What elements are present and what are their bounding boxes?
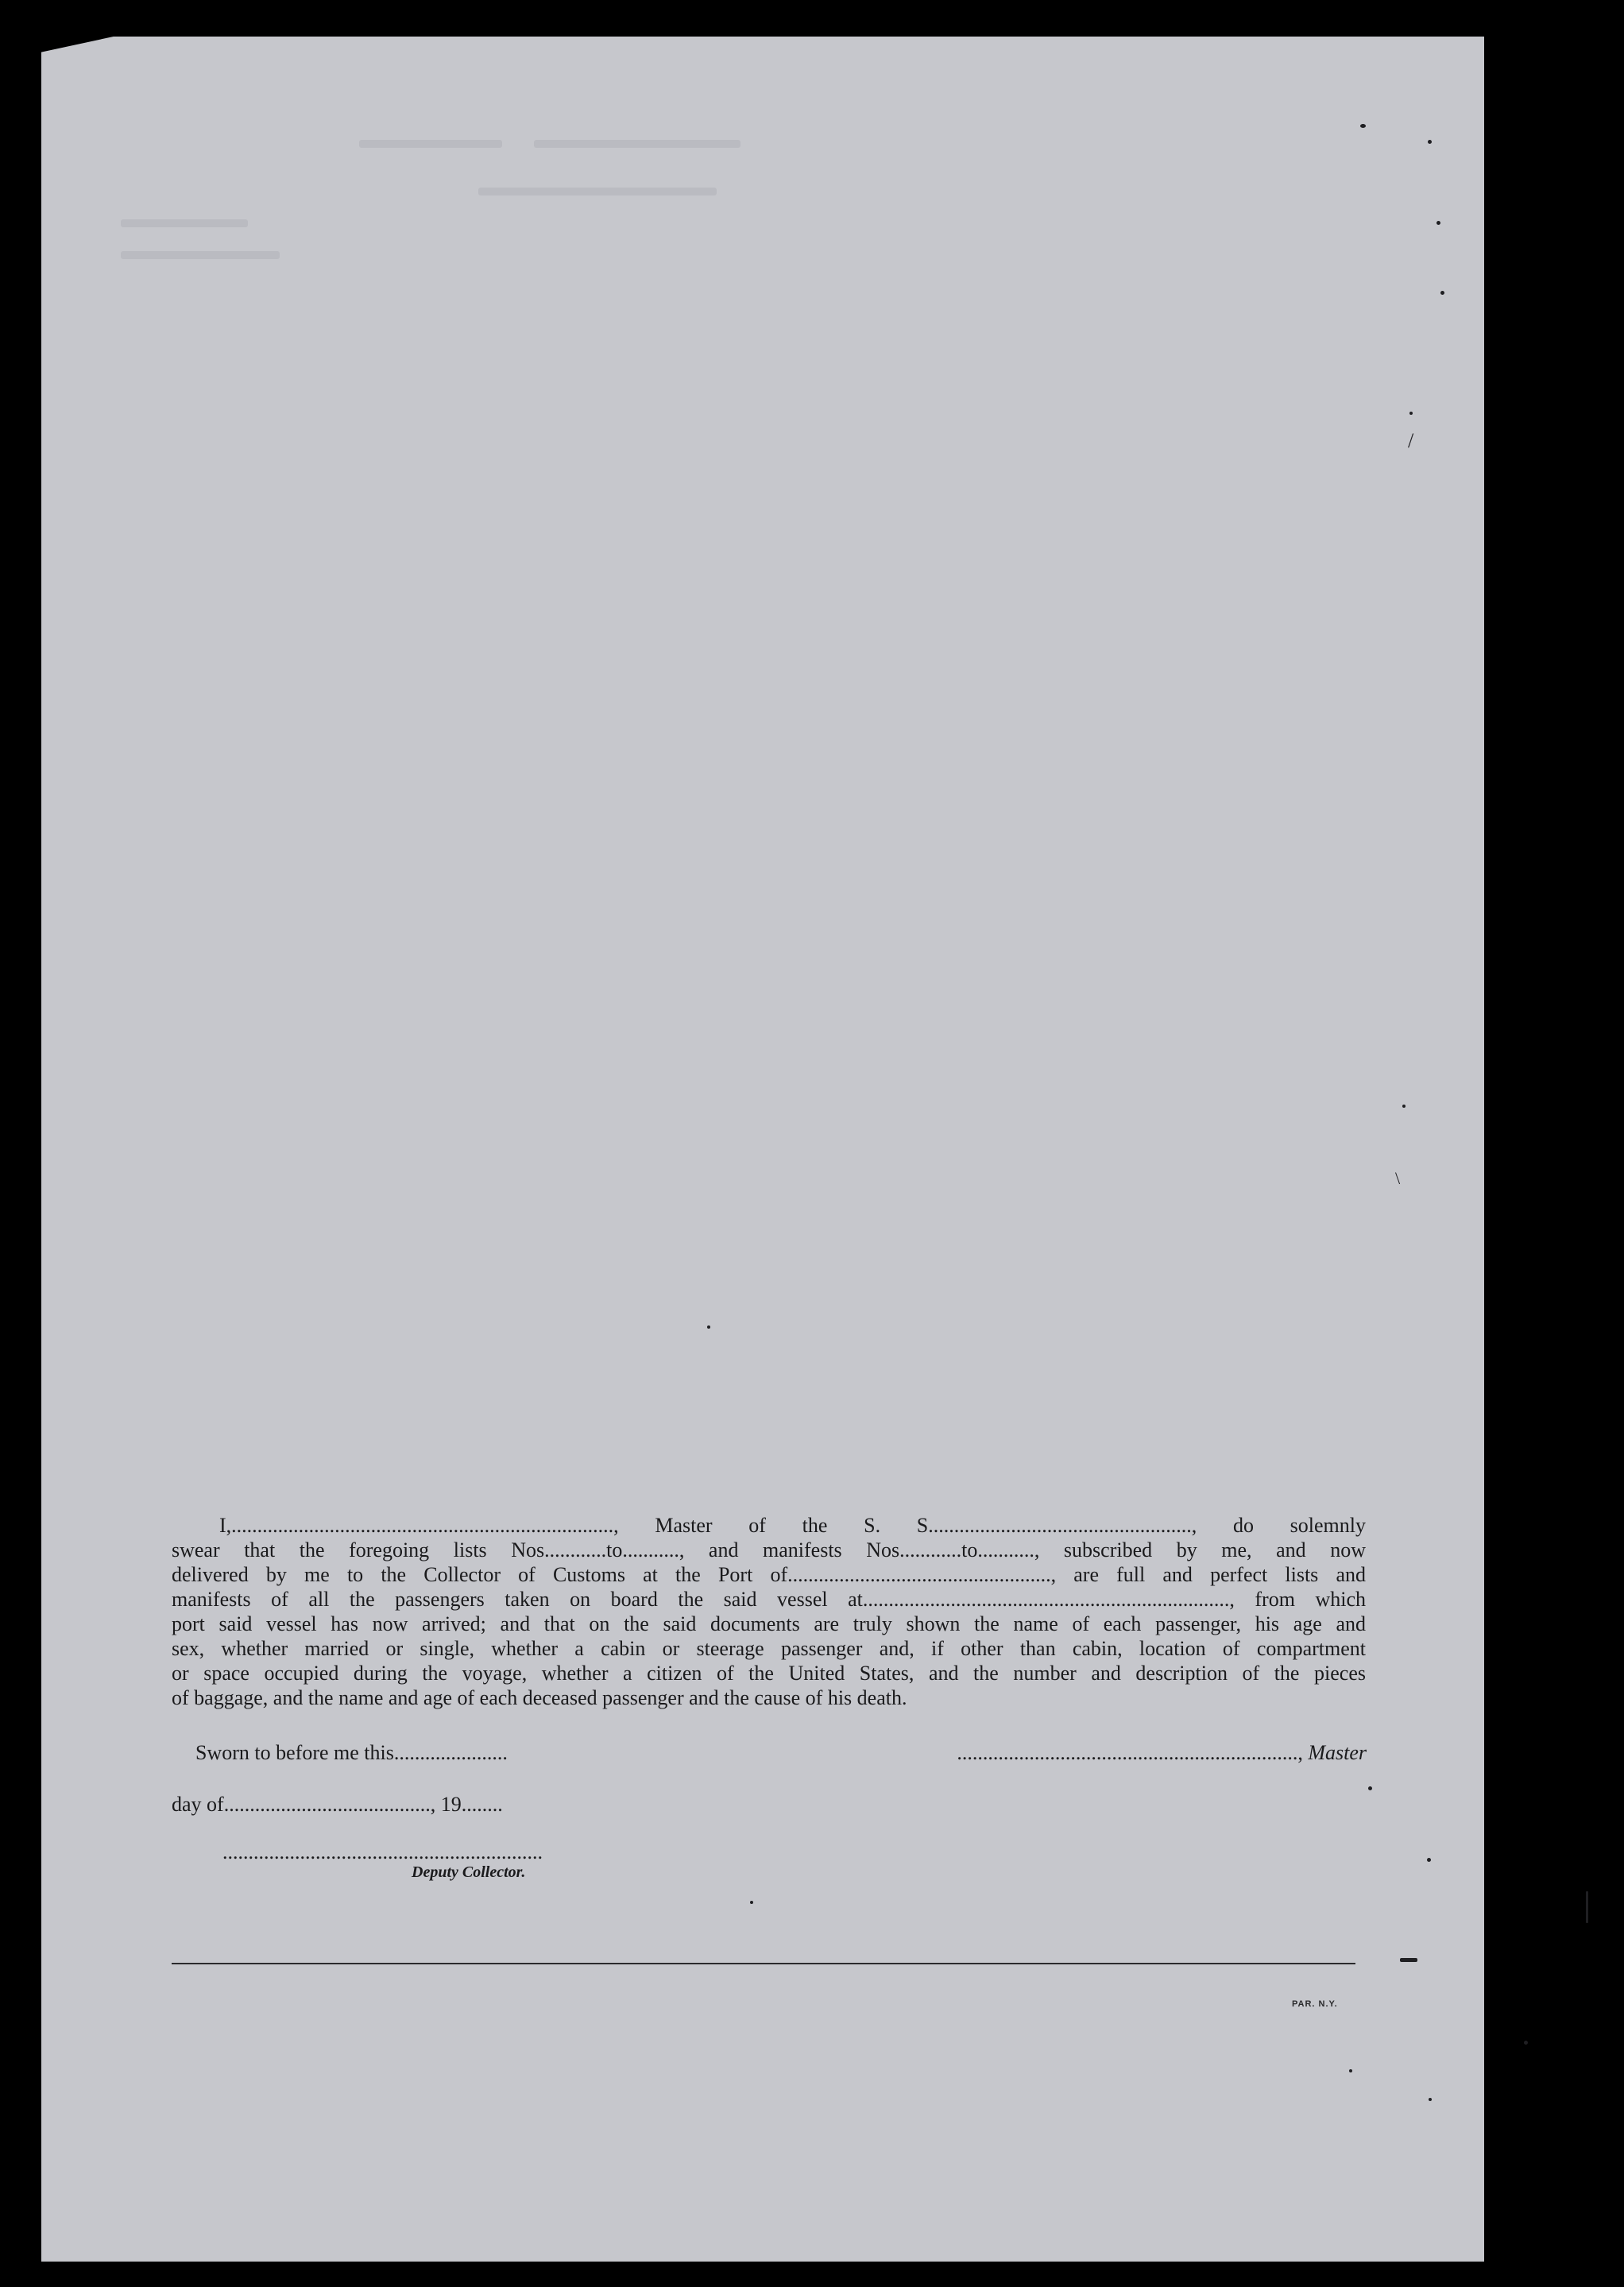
- oath-line: or space occupied during the voyage, whether a citizen of the United States, and the number and description of the pieces: [172, 1662, 1366, 1685]
- oath-paragraph: [172, 1513, 1366, 1710]
- scan-speck: [1427, 1858, 1431, 1862]
- oath-line: delivered by me to the Collector of Customs at the Port of..................................................., are full and perfect lists and: [172, 1563, 1366, 1586]
- scan-speck: [1400, 1958, 1417, 1962]
- scan-speck: [707, 1325, 710, 1329]
- scanned-page: [41, 37, 1484, 2262]
- scan-speck: [1409, 412, 1413, 415]
- scan-mark: \: [1395, 1168, 1401, 1188]
- scan-mark: /: [1408, 429, 1414, 452]
- oath-line: sex, whether married or single, whether a cabin or steerage passenger and, if other than cabin, location of compartment: [172, 1637, 1366, 1660]
- scan-speck: [1360, 124, 1366, 128]
- collector-signature-dots: ..............................................................: [222, 1840, 543, 1863]
- scan-speck: [1368, 1786, 1372, 1790]
- oath-line: I,.........................................................................., Master of the S. S..................................................., do solemnly: [219, 1514, 1366, 1537]
- scan-speck: [750, 1901, 753, 1904]
- oath-line: swear that the foregoing lists Nos............to..........., and manifests Nos............to..........., subscribed by me, and now: [172, 1538, 1366, 1561]
- scan-speck: [1402, 1105, 1406, 1108]
- oath-line: port said vessel has now arrived; and that on the said documents are truly shown the name of each passenger, his age and: [172, 1612, 1366, 1635]
- master-signature-line: [874, 1740, 1367, 1765]
- scan-speck: [1349, 2069, 1352, 2072]
- printer-mark: PAR. N.Y.: [1292, 1999, 1338, 2009]
- master-signature-dots: ..................................................................,: [957, 1741, 1303, 1764]
- scan-speck: [1586, 1891, 1588, 1923]
- master-label: Master: [1308, 1741, 1367, 1764]
- day-line: day of........................................, 19........: [172, 1793, 503, 1816]
- sworn-line: Sworn to before me this......................: [195, 1741, 508, 1764]
- bleed-through-text: [359, 140, 772, 267]
- oath-line: manifests of all the passengers taken on board the said vessel at......................................................................., from which: [172, 1588, 1366, 1611]
- scan-speck: [1428, 140, 1432, 144]
- scan-speck: [1440, 291, 1444, 295]
- horizontal-rule: [172, 1963, 1355, 1964]
- scan-speck: [1524, 2041, 1528, 2045]
- deputy-collector-label: Deputy Collector.: [412, 1863, 526, 1881]
- scan-speck: [1436, 221, 1440, 225]
- oath-line: of baggage, and the name and age of each deceased passenger and the cause of his death.: [172, 1686, 907, 1709]
- scan-speck: [1429, 2098, 1432, 2101]
